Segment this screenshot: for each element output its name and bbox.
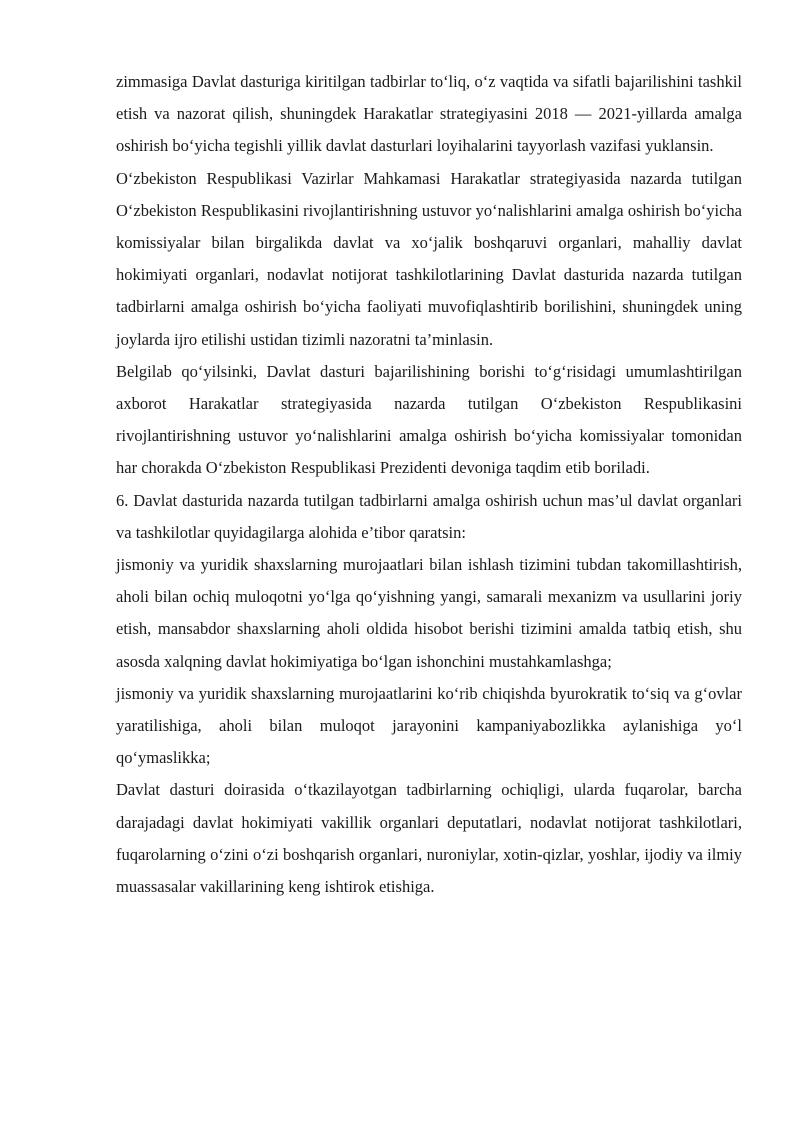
document-page [116,66,742,903]
paragraph-openness: Davlat dasturi doirasida o‘tkazilayotgan tadbirlarning ochiqligi, ularda fuqarolar, barcha darajadagi davlat hokimiyati vakillik organlari deputatlari, nodavlat notijorat tashkilotlari, fuqarolarning o‘zini o‘zi boshqarish organlari, nuroniylar, xotin-qizlar, yoshlar, ijodiy va ilmiy muassasalar vakillarining keng ishtirok etishiga. [116,780,742,897]
paragraph-citizen-appeals: jismoniy va yuridik shaxslarning murojaatlari bilan ishlash tizimini tubdan takomillashtirish, aholi bilan ochiq muloqotni yo‘lga qo‘yishning yangi, samarali mexanizm va usullarini joriy etish, mansabdor shaxslarning aholi oldida hisobot berishi tizimini amalda tatbiq etish, shu asosda xalqning davlat hokimiyatiga bo‘lgan ishonchini mustahkamlashga; [116,555,742,671]
paragraph-bureaucratic-barriers: jismoniy va yuridik shaxslarning murojaatlarini ko‘rib chiqishda byurokratik to‘siq va g‘ovlar yaratilishiga, aholi bilan muloqot jarayonini kampaniyabozlikka aylanishiga yo‘l qo‘ymaslikka; [116,683,742,768]
paragraph-task-assignment: zimmasiga Davlat dasturiga kiritilgan tadbirlar to‘liq, o‘z vaqtida va sifatli bajarilishini tashkil etish va nazorat qilish, shuningdek Harakatlar strategiyasini 2018 — 2021-yillarda amalga oshirish bo‘yicha tegishli yillik davlat dasturlari loyihalarini tayyorlash vazifasi yuklansin. [116,72,742,156]
paragraph-cabinet-of-ministers: O‘zbekiston Respublikasi Vazirlar Mahkamasi Harakatlar strategiyasida nazarda tutilgan O‘zbekiston Respublikasini rivojlantirishning ustuvor yo‘nalishlarini amalga oshirish bo‘yicha komissiyalar bilan birgalikda davlat va xo‘jalik boshqaruvi organlari, mahalliy davlat hokimiyati organlari, nodavlat notijorat tashkilotlarining Davlat dasturida nazarda tutilgan tadbirlarni amalga oshirish bo‘yicha faoliyati muvofiqlashtirib borilishini, shuningdek uning joylarda ijro etilishi ustidan tizimli nazoratni ta’minlasin. [116,168,742,349]
paragraph-item-6: 6. Davlat dasturida nazarda tutilgan tadbirlarni amalga oshirish uchun mas’ul davlat organlari va tashkilotlar quyidagilarga alohida e’tibor qaratsin: [116,490,742,542]
paragraph-quarterly-report: Belgilab qo‘yilsinki, Davlat dasturi bajarilishining borishi to‘g‘risidagi umumlashtirilgan axborot Harakatlar strategiyasida nazarda tutilgan O‘zbekiston Respublikasini rivojlantirishning ustuvor yo‘nalishlarini amalga oshirish bo‘yicha komissiyalar tomonidan har chorakda O‘zbekiston Respublikasi Prezidenti devoniga taqdim etib boriladi. [116,361,742,478]
